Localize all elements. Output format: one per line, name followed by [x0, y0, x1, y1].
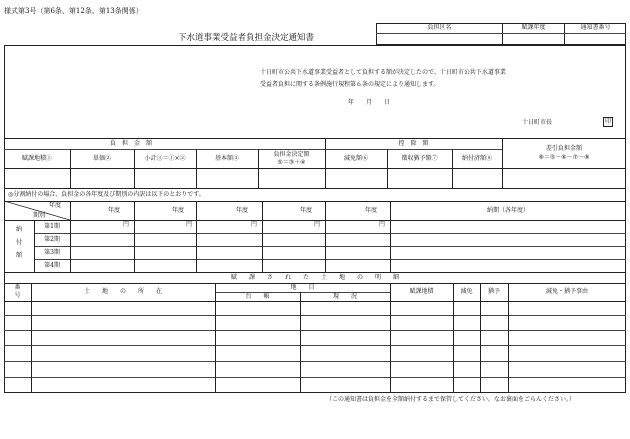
- land-reason-label: 減免・猶予事由: [545, 288, 588, 295]
- col-exemption: 減免額⑥: [343, 155, 368, 162]
- land-section-title: 賦 課 さ れ た 土 地 の 明 細: [230, 274, 399, 281]
- side-label-1: 納: [15, 226, 22, 233]
- corner-year: 年度: [49, 202, 62, 209]
- period-1: 第1期: [44, 223, 60, 230]
- period-3: 第3期: [44, 249, 60, 256]
- unit-yen-5: 円: [379, 221, 386, 228]
- land-location-label: 土 地 の 所 在: [83, 288, 162, 295]
- deduction-group-label: 控 除 額: [398, 140, 429, 147]
- side-label-3: 額: [15, 252, 22, 259]
- period-2: 第2期: [44, 236, 60, 243]
- unit-yen-2: 円: [186, 221, 193, 228]
- installment-year-1: 年度: [108, 207, 121, 214]
- unit-yen-1: 円: [123, 221, 130, 228]
- period-4: 第4期: [44, 262, 60, 269]
- payment-due-label: 納期（各年度）: [486, 207, 529, 214]
- col-paid: 納付済額⑧: [461, 155, 492, 162]
- document-title: 下水道事業受益者負担金決定通知書: [178, 33, 315, 43]
- burden-group-label: 負 担 金 額: [109, 140, 152, 147]
- net-amount-label: 差引負担金額: [545, 145, 582, 152]
- col-subtotal: 小計③＝①×②: [144, 155, 186, 162]
- unit-yen-3: 円: [251, 221, 258, 228]
- col-deferral: 徴収猶予額⑦: [401, 155, 438, 162]
- col-unit-price: 単価②: [92, 155, 111, 162]
- district-label: 負担区名: [427, 24, 452, 31]
- col-basic-amount: 基本額④: [214, 155, 239, 162]
- notice-date: 年 月 日: [348, 99, 391, 106]
- installment-year-2: 年度: [172, 207, 185, 214]
- col-decision-amount: 負担金決定額: [273, 151, 310, 158]
- land-area-label: 賦課地積: [409, 288, 434, 295]
- unit-yen-4: 円: [314, 221, 321, 228]
- mayor-label: 十日町市長: [522, 119, 553, 126]
- footer-note: （この通知書は負担金を全額納付するまで保管してください。なお裏面をごらんください。）: [326, 396, 576, 403]
- corner-period: 期別: [33, 212, 46, 219]
- installment-year-5: 年度: [365, 207, 378, 214]
- land-current-label: 現 況: [332, 293, 357, 300]
- col-assessed-area: 賦課地積①: [21, 155, 52, 162]
- land-ledger-label: 台 帳: [245, 293, 270, 300]
- form-label: 様式第3号（第6条、第12条、第13条関係）: [4, 7, 143, 15]
- land-no-label-1: 番: [14, 284, 21, 291]
- land-deferral-label: 猶予: [487, 288, 500, 295]
- notice-number-label: 通知書番号: [580, 24, 611, 31]
- net-amount-formula: ⑨＝⑤－⑥－⑦－⑧: [538, 154, 590, 161]
- notice-line-1: 十日町市公共下水道事業受益者として負担する額が決定したので、十日町市公共下水道事業: [260, 69, 506, 76]
- installment-note: ◎分割納付の場合、負担金の各年度及び期別の内訳は以下のとおりです。: [8, 191, 205, 198]
- seal-label: 印: [604, 118, 611, 125]
- land-exempt-label: 減免: [460, 288, 473, 295]
- installment-year-3: 年度: [236, 207, 249, 214]
- notice-line-2: 受益者負担に関する条例施行規程第６条の規定により通知します。: [260, 81, 440, 88]
- year-label: 賦課年度: [521, 24, 546, 31]
- side-label-2: 付: [15, 239, 22, 246]
- main-frame: [4, 45, 626, 393]
- land-category-label: 地 目: [290, 284, 315, 291]
- land-no-label-2: 号: [14, 292, 21, 299]
- installment-year-4: 年度: [300, 207, 313, 214]
- col-decision-formula: ⑤＝③＋④: [277, 159, 306, 166]
